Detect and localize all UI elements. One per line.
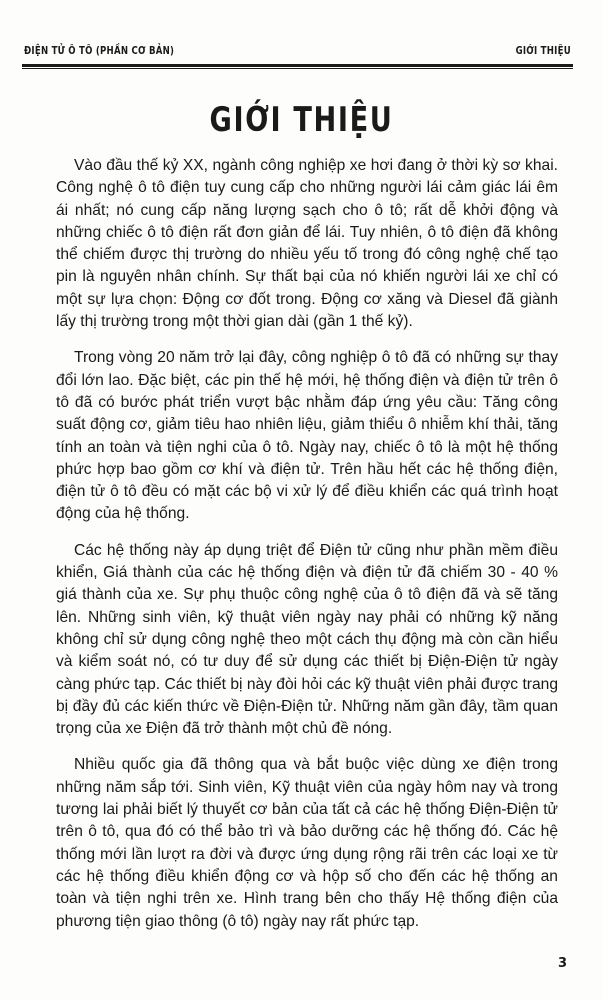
header-book-title: ĐIỆN TỬ Ô TÔ (PHẦN CƠ BẢN) bbox=[24, 44, 175, 57]
paragraph-2: Trong vòng 20 năm trở lại đây, công nghiệp ô tô đã có những sự thay đổi lớn lao. Đặc biệt, các pin thế hệ mới, hệ thống điện và điện tử trên ô tô đã có bước phát triển vượt bậc nhằm đáp ứng yêu cầu: Tăng công suất động cơ, giảm tiêu hao nhiên liệu, giảm thiểu ô nhiễm khí thải, tăng tính an toàn và tiện nghi của ô tô. Ngày nay, chiếc ô tô là một hệ thống phức hợp bao gồm cơ khí và điện tử. Trên hầu hết các hệ thống điện, điện tử ô tô đều có mặt các bộ vi xử lý để điều khiển các quá trình hoạt động của hệ thống. bbox=[56, 349, 558, 523]
page-title: GIỚI THIỆU bbox=[209, 100, 394, 140]
running-header bbox=[24, 44, 571, 64]
paragraph-1: Vào đầu thế kỷ XX, ngành công nghiệp xe hơi đang ở thời kỳ sơ khai. Công nghệ ô tô điện tuy cung cấp cho những người lái cảm giác lái êm ái nhất; nó cung cấp năng lượng sạch cho ô tô; rất dễ khởi động và những chiếc ô tô điện rất đơn giản để lái. Tuy nhiên, ô tô điện đã không thể chiếm được thị trường do nhiều yếu tố trong đó công nghệ chế tạo pin là nguyên nhân chính. Sự thất bại của nó khiến người lái xe chỉ có một sự lựa chọn: Động cơ đốt trong. Động cơ xăng và Diesel đã giành lấy thị trường trong một thời gian dài (gần 1 thế kỷ). bbox=[56, 157, 558, 331]
body-text bbox=[56, 155, 558, 947]
header-section-title: GIỚI THIỆU bbox=[515, 44, 571, 57]
page-number: 3 bbox=[557, 956, 567, 971]
paragraph-4: Nhiều quốc gia đã thông qua và bắt buộc việc dùng xe điện trong những năm sắp tới. Sinh viên, Kỹ thuật viên của ngày hôm nay và trong tương lai phải biết lý thuyết cơ bản của tất cả các hệ thống Điện-Điện tử trên ô tô, qua đó có thể bảo trì và bảo dưỡng các hệ thống đó. Các hệ thống mới lần lượt ra đời và được ứng dụng rộng rãi trên các loại xe từ các hệ thống điều khiển động cơ và hộp số cho đến các hệ thống an toàn và tiện nghi trên xe. Hình trang bên cho thấy Hệ thống điện của phương tiện giao thông (ô tô) ngày nay rất phức tạp. bbox=[56, 756, 558, 930]
paragraph-3: Các hệ thống này áp dụng triệt để Điện tử cũng như phần mềm điều khiển, Giá thành của các hệ thống điện và điện tử đã chiếm 30 - 40 % giá thành của xe. Sự phụ thuộc công nghệ của ô tô điện đã và sẽ tăng lên. Những sinh viên, kỹ thuật viên ngày nay phải có những kỹ năng không chỉ sử dụng công nghệ theo một cách thụ động mà còn cần hiểu và kiểm soát nó, có tư duy để sử dụng các thiết bị Điện-Điện tử ngày càng phức tạp. Các thiết bị này đòi hỏi các kỹ thuật viên phải được trang bị đầy đủ các kiến thức về Điện-Điện tử. Những năm gần đây, tầm quan trọng của xe Điện đã trở thành một chủ đề nóng. bbox=[56, 541, 558, 738]
header-divider bbox=[22, 64, 573, 69]
